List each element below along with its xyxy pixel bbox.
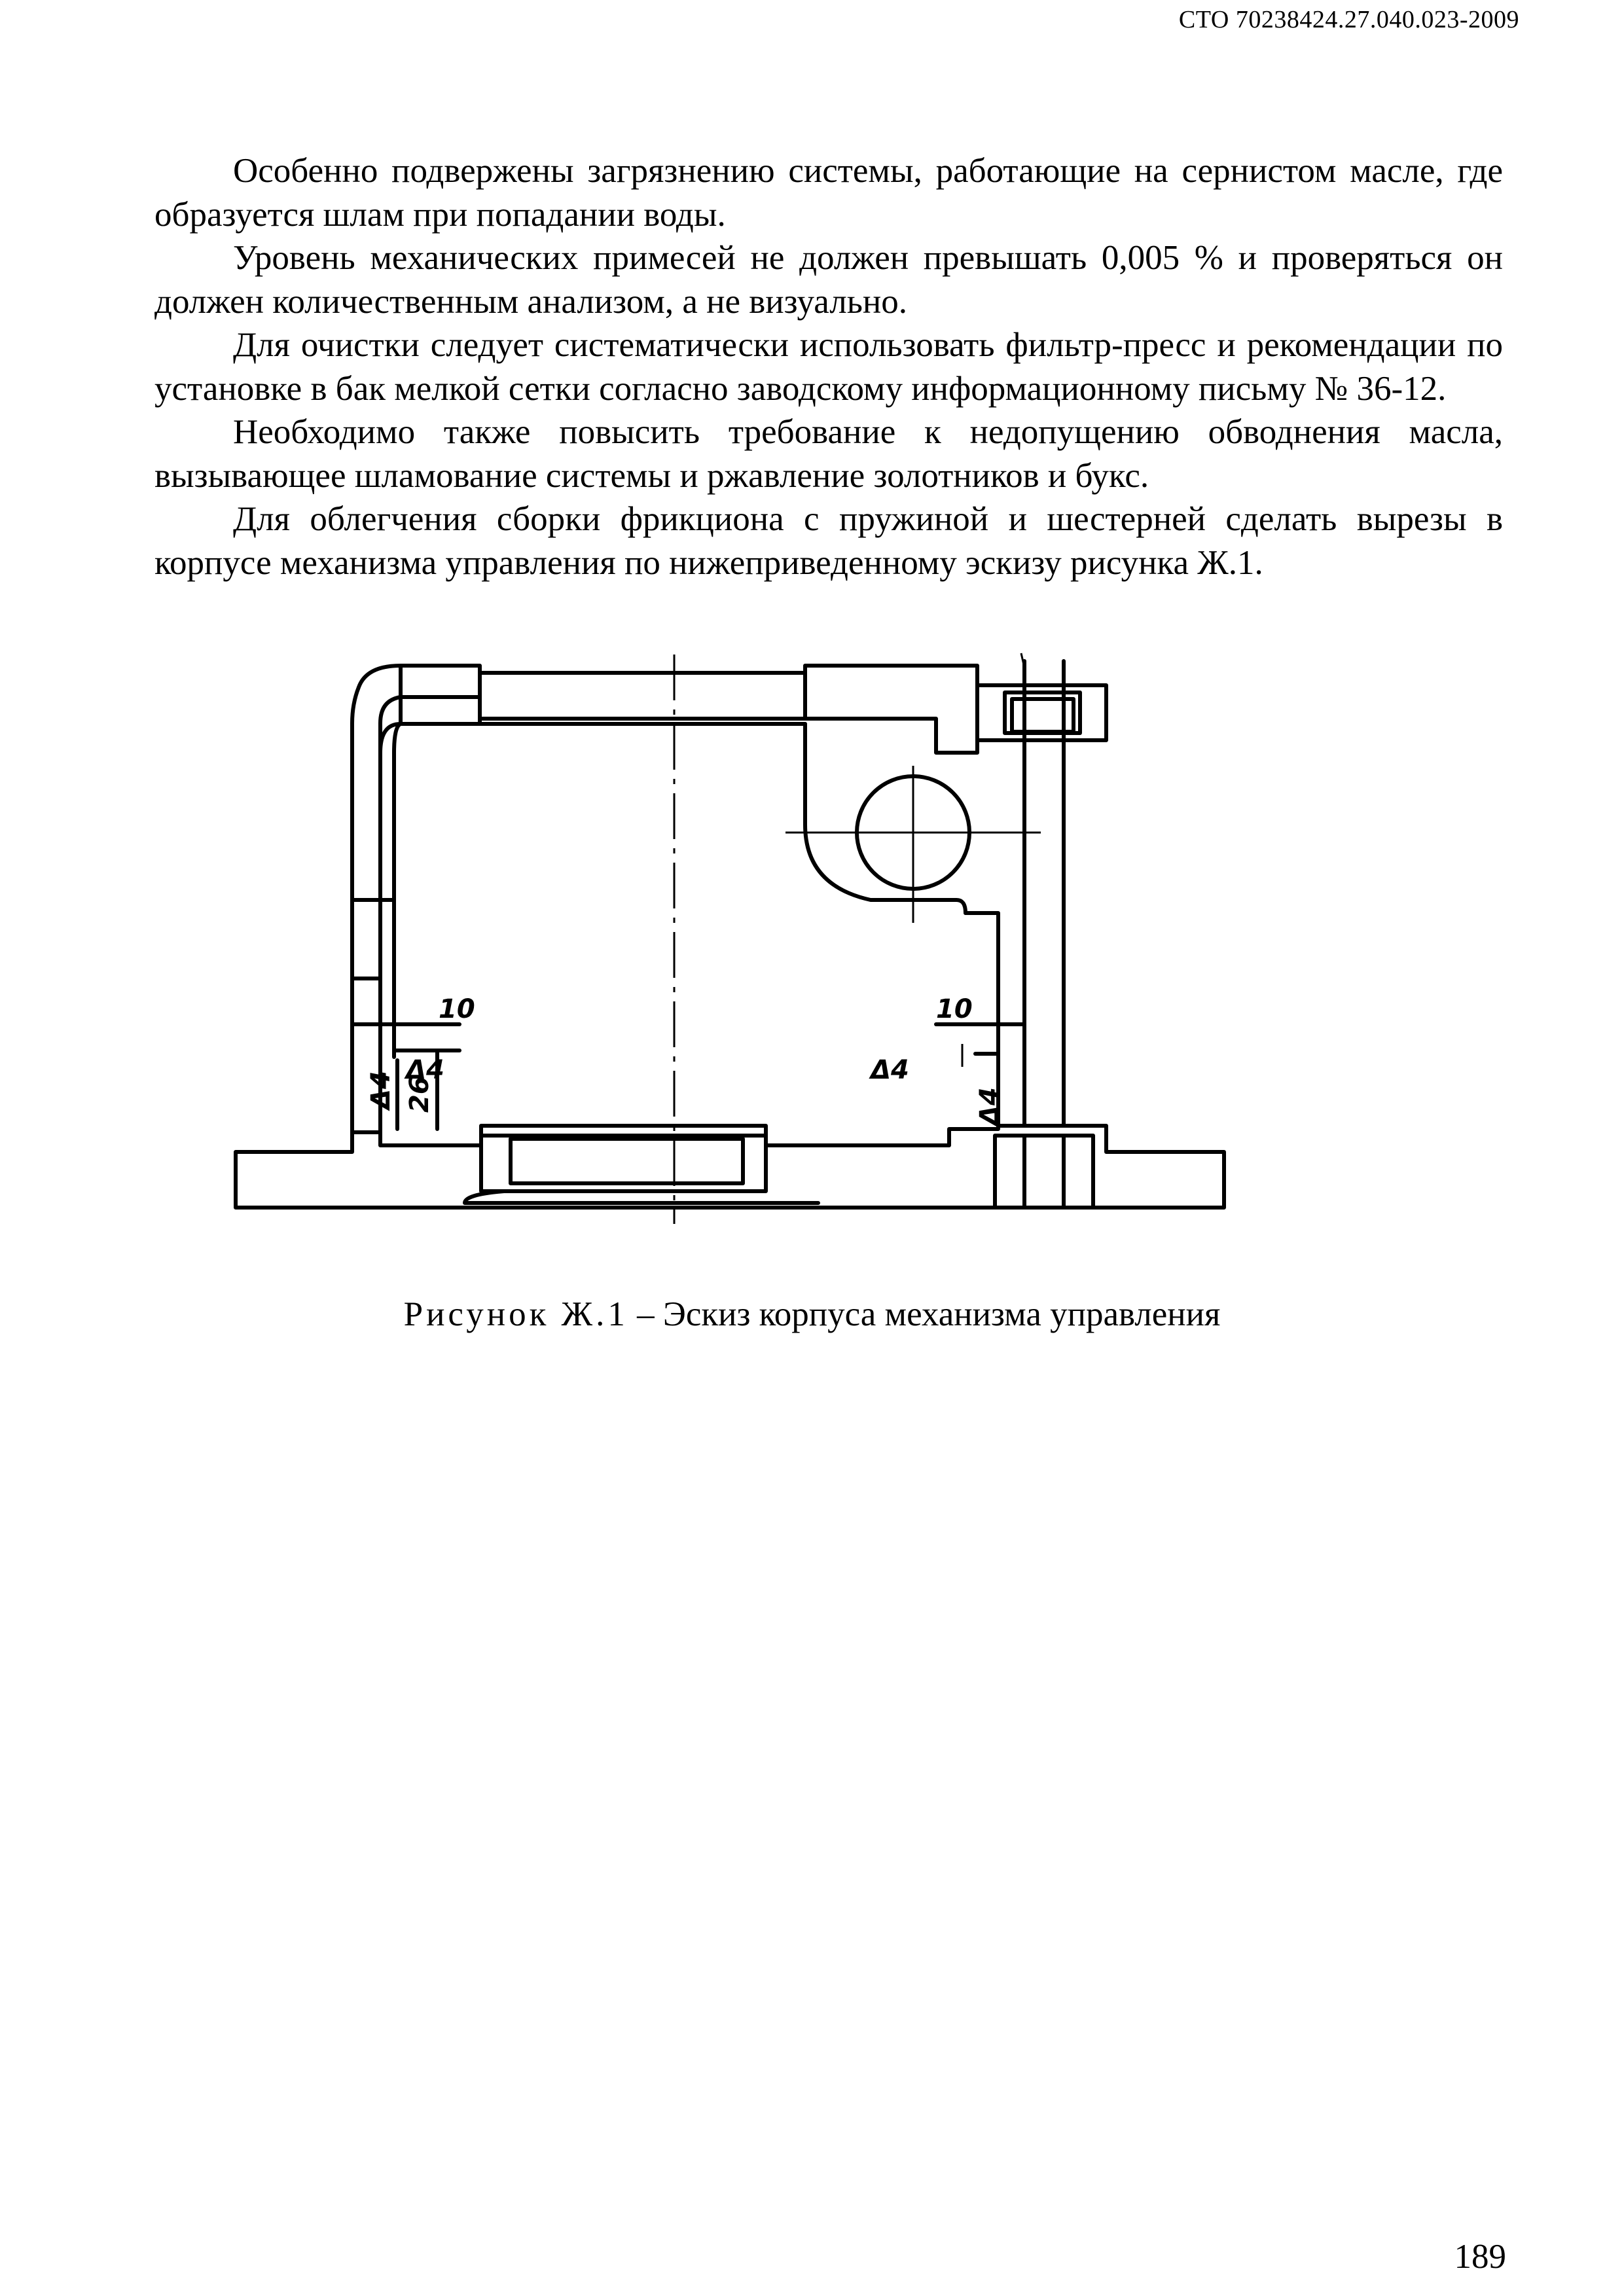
- base-plate: [236, 1126, 1224, 1208]
- housing-sketch-figure: [229, 648, 1250, 1237]
- paragraph: Для облегчения сборки фрикциона с пружиной и шестерней сделать вырезы в корпусе механизма управления по нижеприведенному эскизу рисунка Ж.1.: [154, 500, 1503, 582]
- page-number: 189: [1454, 2238, 1506, 2276]
- right-roughness-1-label: Δ4: [871, 1055, 909, 1085]
- housing-sketch-drawing: [229, 648, 1250, 1237]
- figure-caption: [0, 1295, 1624, 1334]
- left-roughness-1-label: Δ4: [366, 1071, 396, 1109]
- figure-caption-text: – Эскиз корпуса механизма управления: [628, 1295, 1221, 1333]
- right-roughness-2-label: Δ4: [975, 1087, 1005, 1126]
- top-wall: [401, 666, 1106, 753]
- body-text: [154, 149, 1503, 584]
- paragraph: Уровень механических примесей не должен превышать 0,005 % и проверяться он должен количественным анализом, а не визуально.: [154, 239, 1503, 321]
- paragraph: Особенно подвержены загрязнению системы, работающие на сернистом масле, где образуется шлам при попадании воды.: [154, 152, 1503, 234]
- right-width-label: 10: [936, 994, 973, 1024]
- figure-caption-label: Рисунок Ж.1: [403, 1295, 628, 1333]
- circular-hole: [785, 766, 1041, 923]
- bolt: [1021, 653, 1064, 1126]
- right-pocket: [936, 1024, 1024, 1067]
- left-roughness-2-label: Δ4: [406, 1055, 444, 1085]
- left-width-label: 10: [439, 994, 475, 1024]
- paragraph: Для очистки следует систематически использовать фильтр-пресс и рекомендации по установке в бак мелкой сетки согласно заводскому информационному письму № 36-12.: [154, 326, 1503, 408]
- document-code: СТО 70238424.27.040.023-2009: [1178, 6, 1519, 33]
- left-height-label: 26: [405, 1076, 435, 1113]
- paragraph: Необходимо также повысить требование к недопущению обводнения масла, вызывающее шламование системы и ржавление золотников и букс.: [154, 413, 1503, 495]
